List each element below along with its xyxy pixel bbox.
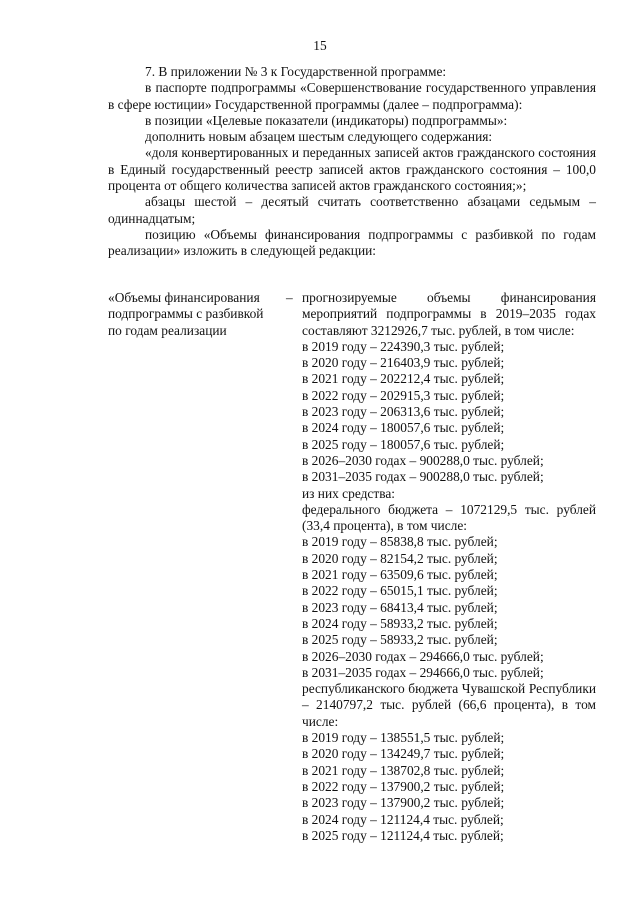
- funding-line: в 2019 году – 138551,5 тыс. рублей;: [302, 730, 505, 746]
- intro-paragraph: в паспорте подпрограммы «Совершенствование государственного управления в сфере юстиции» Государственной программы (далее – подпрограмма):: [108, 80, 596, 112]
- funding-line: в 2024 году – 121124,4 тыс. рублей;: [302, 811, 504, 827]
- intro-paragraph: «доля конвертированных и переданных записей актов гражданского состояния в Единый государственный реестр записей актов гражданского состояния – 100,0 процента от общего количества записей актов гражданского состояния;»;: [108, 145, 596, 194]
- funding-line: в 2022 году – 202915,3 тыс. рублей;: [302, 387, 505, 403]
- funding-line: в 2026–2030 годах – 900288,0 тыс. рублей;: [302, 452, 544, 468]
- funding-line: в 2025 году – 180057,6 тыс. рублей;: [302, 436, 505, 452]
- funding-line: в 2025 году – 58933,2 тыс. рублей;: [302, 632, 498, 648]
- funding-line: в 2023 году – 206313,6 тыс. рублей;: [302, 404, 505, 420]
- funding-line: в 2026–2030 годах – 294666,0 тыс. рублей;: [302, 648, 544, 664]
- page-number: 15: [313, 38, 327, 53]
- funding-line: в 2031–2035 годах – 900288,0 тыс. рублей;: [302, 469, 544, 485]
- funding-line: в 2031–2035 годах – 294666,0 тыс. рублей;: [302, 664, 544, 680]
- funding-details: [302, 290, 596, 844]
- funding-line: из них средства:: [302, 485, 396, 501]
- funding-line: федерального бюджета – 1072129,5 тыс. рублей (33,4 процента), в том числе:: [302, 501, 596, 534]
- intro-section: [108, 64, 596, 260]
- funding-line: в 2021 году – 138702,8 тыс. рублей;: [302, 762, 505, 778]
- intro-paragraph: позицию «Объемы финансирования подпрограммы с разбивкой по годам реализации» изложить в следующей редакции:: [108, 226, 596, 259]
- funding-line: в 2024 году – 58933,2 тыс. рублей;: [302, 615, 498, 631]
- funding-line: республиканского бюджета Чувашской Республики – 2140797,2 тыс. рублей (66,6 процента), в том числе:: [302, 681, 596, 729]
- intro-paragraph: в позиции «Целевые показатели (индикаторы) подпрограммы»:: [145, 112, 508, 128]
- funding-line: в 2022 году – 65015,1 тыс. рублей;: [302, 583, 498, 599]
- intro-paragraph: абзацы шестой – десятый считать соответственно абзацами седьмым – одиннадцатым;: [108, 194, 596, 226]
- funding-line: в 2022 году – 137900,2 тыс. рублей;: [302, 778, 505, 794]
- separator-dash: –: [286, 290, 293, 305]
- funding-line: в 2020 году – 216403,9 тыс. рублей;: [302, 355, 505, 371]
- funding-line: в 2021 году – 63509,6 тыс. рублей;: [302, 567, 498, 583]
- funding-line: в 2020 году – 82154,2 тыс. рублей;: [302, 550, 498, 566]
- funding-line: в 2023 году – 68413,4 тыс. рублей;: [302, 599, 498, 615]
- funding-line: в 2020 году – 134249,7 тыс. рублей;: [302, 746, 505, 762]
- intro-paragraph: дополнить новым абзацем шестым следующего содержания:: [145, 129, 493, 145]
- funding-line: в 2024 году – 180057,6 тыс. рублей;: [302, 420, 505, 436]
- funding-label: «Объемы финансирования подпрограммы с разбивкой по годам реализации: [108, 290, 264, 338]
- funding-line: в 2021 году – 202212,4 тыс. рублей;: [302, 371, 505, 387]
- funding-line: в 2025 году – 121124,4 тыс. рублей;: [302, 827, 504, 843]
- intro-paragraph: 7. В приложении № 3 к Государственной программе:: [145, 64, 447, 79]
- funding-line: в 2019 году – 85838,8 тыс. рублей;: [302, 534, 498, 550]
- funding-line: прогнозируемые объемы финансирования мероприятий подпрограммы в 2019–2035 годах составляют 3212926,7 тыс. рублей, в том числе:: [302, 290, 596, 338]
- funding-line: в 2019 году – 224390,3 тыс. рублей;: [302, 338, 505, 354]
- funding-line: в 2023 году – 137900,2 тыс. рублей;: [302, 795, 505, 811]
